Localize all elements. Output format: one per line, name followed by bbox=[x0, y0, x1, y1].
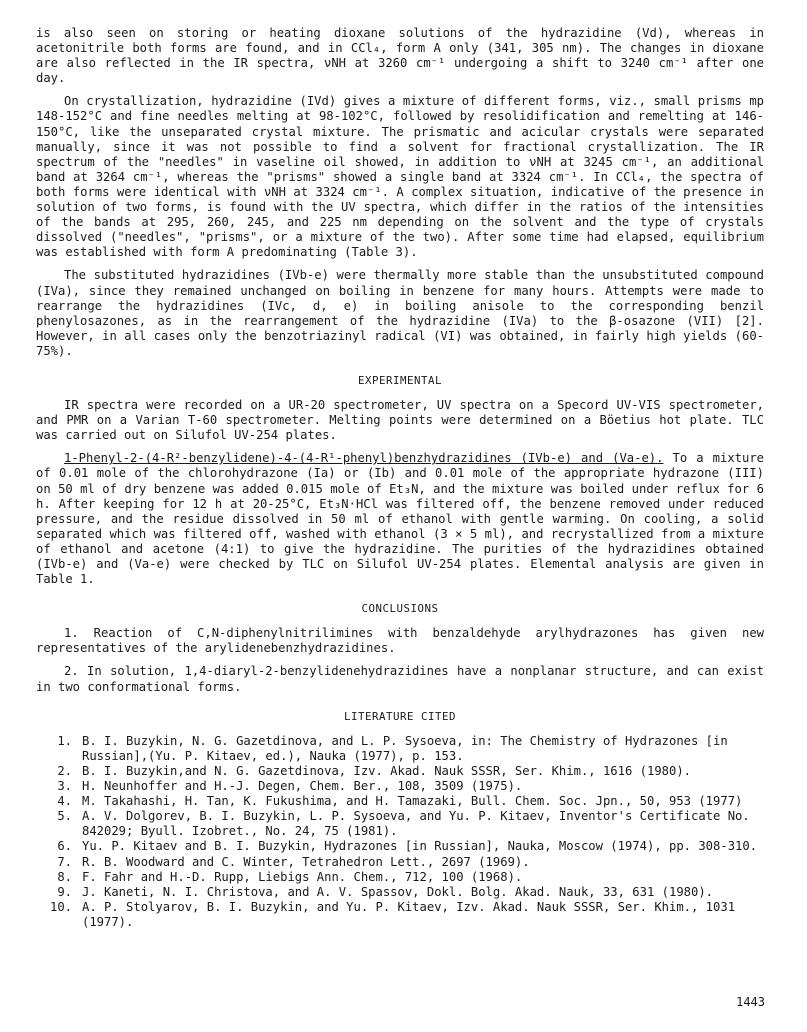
experimental-paragraph-1: IR spectra were recorded on a UR-20 spectrometer, UV spectra on a Specord UV-VIS spectrometer, and PMR on a Varian T-60 spectrometer. Melting points were determined on a Böetius hot plate. TLC was carried out on Silufol UV-254 plates. bbox=[36, 398, 764, 443]
conclusion-2: 2. In solution, 1,4-diaryl-2-benzylidenehydrazidines have a nonplanar structure, and can exist in two conformational forms. bbox=[36, 664, 764, 694]
reference-item bbox=[36, 839, 764, 854]
reference-item bbox=[36, 885, 764, 900]
reference-number: 10. bbox=[49, 899, 72, 914]
reference-number: 6. bbox=[57, 839, 72, 854]
reference-item bbox=[36, 794, 764, 809]
reference-text: B. I. Buzykin,and N. G. Gazetdinova, Izv. Akad. Nauk SSSR, Ser. Khim., 1616 (1980). bbox=[82, 763, 692, 778]
reference-number: 5. bbox=[57, 809, 72, 824]
reference-item bbox=[36, 809, 764, 839]
literature-heading: LITERATURE CITED bbox=[343, 709, 456, 723]
reference-item bbox=[36, 855, 764, 870]
reference-item bbox=[36, 870, 764, 885]
reference-number: 8. bbox=[57, 869, 72, 884]
reference-list bbox=[36, 734, 764, 930]
reference-text: A. V. Dolgorev, B. I. Buzykin, L. P. Sysoeva, and Yu. P. Kitaev, Inventor's Certificate No. 842029; Byull. Izobret., No. 24, 75 (1981). bbox=[82, 809, 750, 839]
reference-text: H. Neunhoffer and H.-J. Degen, Chem. Ber., 108, 3509 (1975). bbox=[82, 779, 523, 794]
experimental-paragraph-2 bbox=[36, 451, 764, 587]
body-paragraph-1: is also seen on storing or heating dioxane solutions of the hydrazidine (Vd), whereas in acetonitrile both forms are found, and in CCl₄, form A only (341, 305 nm). The changes in dioxane are also reflected in the IR spectra, νNH at 3260 cm⁻¹ undergoing a shift to 3240 cm⁻¹ after one day. bbox=[36, 26, 764, 86]
paper-page bbox=[36, 26, 764, 930]
body-paragraph-3: The substituted hydrazidines (IVb-e) were thermally more stable than the unsubstituted compound (IVa), since they remained unchanged on boiling in benzene for many hours. Attempts were made to rearrange the hydrazidines (IVc, d, e) in boiling anisole to the corresponding benzil phenylosazones, as in the rearrangement of the hydrazidine (IVa) to the β-osazone (VII) [2]. However, in all cases only the benzotriazinyl radical (VI) was obtained, in fairly high yields (60-75%). bbox=[36, 268, 764, 358]
reference-number: 1. bbox=[57, 733, 72, 748]
reference-text: R. B. Woodward and C. Winter, Tetrahedron Lett., 2697 (1969). bbox=[82, 854, 530, 869]
reference-number: 4. bbox=[57, 794, 72, 809]
reference-number: 7. bbox=[57, 854, 72, 869]
reference-item bbox=[36, 779, 764, 794]
conclusions-heading: CONCLUSIONS bbox=[361, 602, 439, 616]
reference-text: Yu. P. Kitaev and B. I. Buzykin, Hydrazones [in Russian], Nauka, Moscow (1974), pp. 308-310. bbox=[82, 839, 758, 854]
procedure-body: To a mixture of 0.01 mole of the chlorohydrazone (Ia) or (Ib) and 0.01 mole of the appropriate hydrazone (III) on 50 ml of dry benzene was added 0.015 mole of Et₃N, and the mixture was boiled under reflux for 6 h. After keeping for 12 h at 20-25°C, Et₃N·HCl was filtered off, the benzene removed under reduced pressure, and the residue dissolved in 50 ml of ethanol with gentle warming. On cooling, a solid separated which was filtered off, washed with ethanol (3 × 5 ml), and recrystallized from a mixture of ethanol and acetone (4:1) to give the hydrazidine. The purities of the hydrazidines obtained (IVb-e) and (Va-e) were checked by TLC on Silufol UV-254 plates. Elemental analysis are given in Table 1. bbox=[36, 451, 765, 587]
reference-number: 3. bbox=[57, 779, 72, 794]
procedure-title: 1-Phenyl-2-(4-R²-benzylidene)-4-(4-R¹-phenyl)benzhydrazidines (IVb-e) and (Va-e). bbox=[64, 451, 664, 466]
reference-text: J. Kaneti, N. I. Christova, and A. V. Spassov, Dokl. Bolg. Akad. Nauk, 33, 631 (1980). bbox=[82, 884, 714, 899]
reference-number: 9. bbox=[57, 884, 72, 899]
reference-text: F. Fahr and H.-D. Rupp, Liebigs Ann. Chem., 712, 100 (1968). bbox=[82, 869, 523, 884]
reference-item bbox=[36, 764, 764, 779]
body-paragraph-2: On crystallization, hydrazidine (IVd) gives a mixture of different forms, viz., small prisms mp 148-152°C and fine needles melting at 98-102°C, followed by resolidification and remelting at 146-150°C, like the unseparated crystal mixture. The prismatic and acicular crystals were separated manually, since it was not possible to find a solvent for fractional crystallization. The IR spectrum of the "needles" in vaseline oil showed, in addition to νNH at 3245 cm⁻¹, an additional band at 3264 cm⁻¹, whereas the "prisms" showed a single band at 3324 cm⁻¹. In CCl₄, the spectra of both forms were identical with νNH at 3324 cm⁻¹. A complex situation, indicative of the presence in solution of two forms, is found with the UV spectra, which differ in the ratios of the intensities of the bands at 295, 260, 245, and 225 nm depending on the solvent and the type of crystals dissolved ("needles", "prisms", or a mixture of the two). After some time had elapsed, equilibrium was established with form A predominating (Table 3). bbox=[36, 94, 764, 260]
reference-text: M. Takahashi, H. Tan, K. Fukushima, and H. Tamazaki, Bull. Chem. Soc. Jpn., 50, 953 (1977) bbox=[82, 794, 743, 809]
reference-text: B. I. Buzykin, N. G. Gazetdinova, and L. P. Sysoeva, in: The Chemistry of Hydrazones [in Russian],(Yu. P. Kitaev, ed.), Nauka (1977), p. 153. bbox=[82, 733, 728, 763]
page-number: 1443 bbox=[736, 995, 765, 1009]
experimental-heading: EXPERIMENTAL bbox=[357, 373, 442, 387]
reference-text: A. P. Stolyarov, B. I. Buzykin, and Yu. P. Kitaev, Izv. Akad. Nauk SSSR, Ser. Khim., 1031 (1977). bbox=[82, 899, 736, 929]
reference-item bbox=[36, 734, 764, 764]
conclusion-1: 1. Reaction of C,N-diphenylnitrilimines with benzaldehyde arylhydrazones has given new representatives of the arylidenebenzhydrazidines. bbox=[36, 626, 764, 656]
reference-number: 2. bbox=[57, 763, 72, 778]
reference-item bbox=[36, 900, 764, 930]
